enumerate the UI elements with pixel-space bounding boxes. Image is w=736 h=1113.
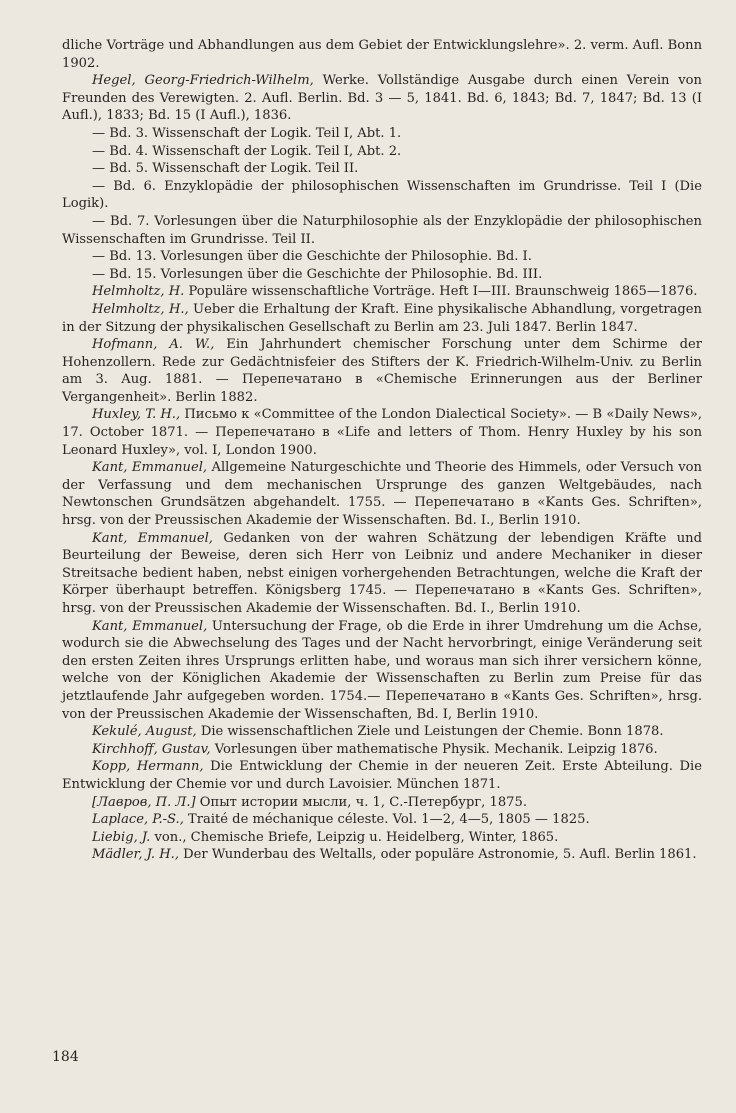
entry-text: Опыт истории мысли, ч. 1, С.-Петербург, 1875. bbox=[195, 794, 527, 810]
entry-author: Helmholtz, H., bbox=[92, 301, 189, 317]
entry-text: — Bd. 7. Vorlesungen über die Naturphilosophie als der Enzyklopädie der philosophischen Wissenschaften im Grundrisse. Teil II. bbox=[62, 213, 702, 247]
entry-author: Kirchhoff, Gustav, bbox=[92, 741, 211, 757]
entry-text: Письмо к «Committee of the London Dialectical Society». — В «Daily News», 17. October 1871. — Перепечатано в «Life and letters of Thom. Henry Huxley by his son Leonard Huxley», vol. I, London 1900. bbox=[62, 407, 703, 458]
bibliography-entry bbox=[62, 723, 702, 741]
entry-author: Kekulé, August, bbox=[92, 724, 197, 740]
entry-text: Die Entwicklung der Chemie in der neueren Zeit. Erste Abteilung. Die Entwicklung der Chemie vor und durch Lavoisier. München 1871. bbox=[62, 759, 702, 792]
entry-author: Hegel, Georg-Friedrich-Wilhelm, bbox=[92, 73, 314, 89]
entry-author: Kopp, Hermann, bbox=[92, 759, 204, 775]
entry-text: Werke. Vollständige Ausgabe durch einen Verein von Freunden des Verewigten. 2. Aufl. Berlin. Bd. 3 — 5, 1841. Bd. 6, 1843; Bd. 7, 1847; Bd. 13 (I Aufl.), 1833; Bd. 15 (I Aufl.), 1836. bbox=[62, 73, 702, 124]
bibliography-entry bbox=[62, 125, 702, 143]
bibliography-entry bbox=[62, 283, 702, 301]
entry-text: von., Chemische Briefe, Leipzig u. Heidelberg, Winter, 1865. bbox=[150, 829, 559, 845]
entry-author: Kant, Emmanuel, bbox=[92, 618, 208, 634]
entry-author: Kant, Emmanuel, bbox=[92, 530, 213, 546]
bibliography-entry bbox=[62, 741, 702, 759]
entry-text: Gedanken von der wahren Schätzung der lebendigen Kräfte und Beurteilung der Beweise, deren sich Herr von Leibniz und andere Mechaniker in dieser Streitsache bedient haben, nebst einigen vorhergehenden Betrachtungen, welche die Kraft der Körper überhaupt betreffen. Königsberg 1745. — Перепечатано в «Kants Ges. Schriften», hrsg. von der Preussischen Akademie der Wissenschaften. Bd. I., Berlin 1910. bbox=[62, 530, 702, 616]
entry-author: Laplace, P.-S., bbox=[92, 812, 184, 828]
bibliography-entry bbox=[62, 213, 702, 248]
entry-text: Ein Jahrhundert chemischer Forschung unter dem Schirme der Hohenzollern. Rede zur Gedächtnisfeier des Stifters der K. Friedrich-Wilhelm-Univ. zu Berlin am 3. Aug. 1881. — Перепечатано в «Chemische Erinnerungen aus der Berliner Vergangenheit». Berlin 1882. bbox=[62, 337, 702, 405]
bibliography-entry bbox=[62, 794, 702, 812]
entry-text: — Bd. 13. Vorlesungen über die Geschichte der Philosophie. Bd. I. bbox=[92, 249, 532, 265]
bibliography-entry bbox=[62, 301, 702, 336]
entry-text: Ueber die Erhaltung der Kraft. Eine physikalische Abhandlung, vorgetragen in der Sitzung der physikalischen Gesellschaft zu Berlin am 23. Juli 1847. Berlin 1847. bbox=[62, 301, 702, 335]
bibliography-entry bbox=[62, 406, 702, 459]
entry-author: Mädler, J. H., bbox=[92, 847, 179, 863]
entry-text: — Bd. 5. Wissenschaft der Logik. Teil II. bbox=[92, 161, 359, 177]
bibliography-entry bbox=[62, 846, 702, 864]
entry-text: Traité de méchanique céleste. Vol. 1—2, 4—5, 1805 — 1825. bbox=[183, 812, 590, 828]
bibliography-entry bbox=[62, 758, 702, 793]
entry-text: — Bd. 4. Wissenschaft der Logik. Teil I, Abt. 2. bbox=[92, 143, 402, 159]
bibliography-entry bbox=[62, 459, 702, 529]
bibliography-entry bbox=[62, 72, 702, 125]
entry-author: [Лавров, П. Л.] bbox=[92, 794, 196, 810]
entry-text: Vorlesungen über mathematische Physik. Mechanik. Leipzig 1876. bbox=[210, 741, 658, 757]
entry-author: Hofmann, A. W., bbox=[92, 337, 215, 353]
entry-text: Populäre wissenschaftliche Vorträge. Heft I—III. Braunschweig 1865—1876. bbox=[184, 284, 698, 300]
bibliography-entry bbox=[62, 160, 702, 178]
bibliography-entry bbox=[62, 37, 702, 72]
bibliography-entry bbox=[62, 266, 702, 284]
bibliography-entry bbox=[62, 178, 702, 213]
bibliography-entry bbox=[62, 143, 702, 161]
bibliography-entry bbox=[62, 811, 702, 829]
entry-text: Der Wunderbau des Weltalls, oder populäre Astronomie, 5. Aufl. Berlin 1861. bbox=[178, 847, 697, 863]
entry-text: Die wissenschaftlichen Ziele und Leistungen der Chemie. Bonn 1878. bbox=[196, 724, 664, 740]
bibliography-entry bbox=[62, 530, 702, 618]
entry-author: Helmholtz, H. bbox=[92, 284, 185, 300]
entry-text: Allgemeine Naturgeschichte und Theorie des Himmels, oder Versuch von der Verfassung und dem mechanischen Ursprunge des ganzen Weltgebäudes, nach Newtonschen Grundsätzen abgehandelt. 1755. — Перепечатано в «Kants Ges. Schriften», hrsg. von der Preussischen Akademie der Wissenschaften. Bd. I., Berlin 1910. bbox=[62, 460, 702, 529]
entry-author: Liebig, J. bbox=[92, 829, 151, 845]
entry-author: Huxley, T. H., bbox=[92, 407, 181, 423]
bibliography-entry bbox=[62, 618, 702, 724]
entry-text: Untersuchung der Frage, ob die Erde in ihrer Umdrehung um die Achse, wodurch sie die Abwechselung des Tages und der Nacht hervorbringt, einige Veränderung seit den ersten Zeiten ihres Ursprungs erlitten habe, und woraus man sich ihrer versichern könne, welche von der Königlichen Akademie der Wissenschaften zu Berlin zum Preise für das jetztlaufende Jahr aufgegeben worden. 1754.— Перепечатано в «Kants Ges. Schriften», hrsg. von der Preussischen Akademie der Wissenschaften, Bd. I, Berlin 1910. bbox=[62, 618, 702, 722]
entry-text: — Bd. 3. Wissenschaft der Logik. Teil I, Abt. 1. bbox=[92, 125, 402, 141]
bibliography-entry bbox=[62, 248, 702, 266]
bibliography-entry bbox=[62, 336, 702, 406]
entry-text: — Bd. 15. Vorlesungen über die Geschichte der Philosophie. Bd. III. bbox=[92, 266, 543, 282]
bibliography-entry bbox=[62, 829, 702, 847]
entry-author: Kant, Emmanuel, bbox=[92, 460, 208, 476]
entry-text: — Bd. 6. Enzyklopädie der philosophischen Wissenschaften im Grundrisse. Teil I (Die Logik). bbox=[62, 178, 702, 212]
page-number: 184 bbox=[52, 1049, 79, 1065]
entry-text: dliche Vorträge und Abhandlungen aus dem Gebiet der Entwicklungslehre». 2. verm. Aufl. Bonn 1902. bbox=[62, 38, 702, 71]
